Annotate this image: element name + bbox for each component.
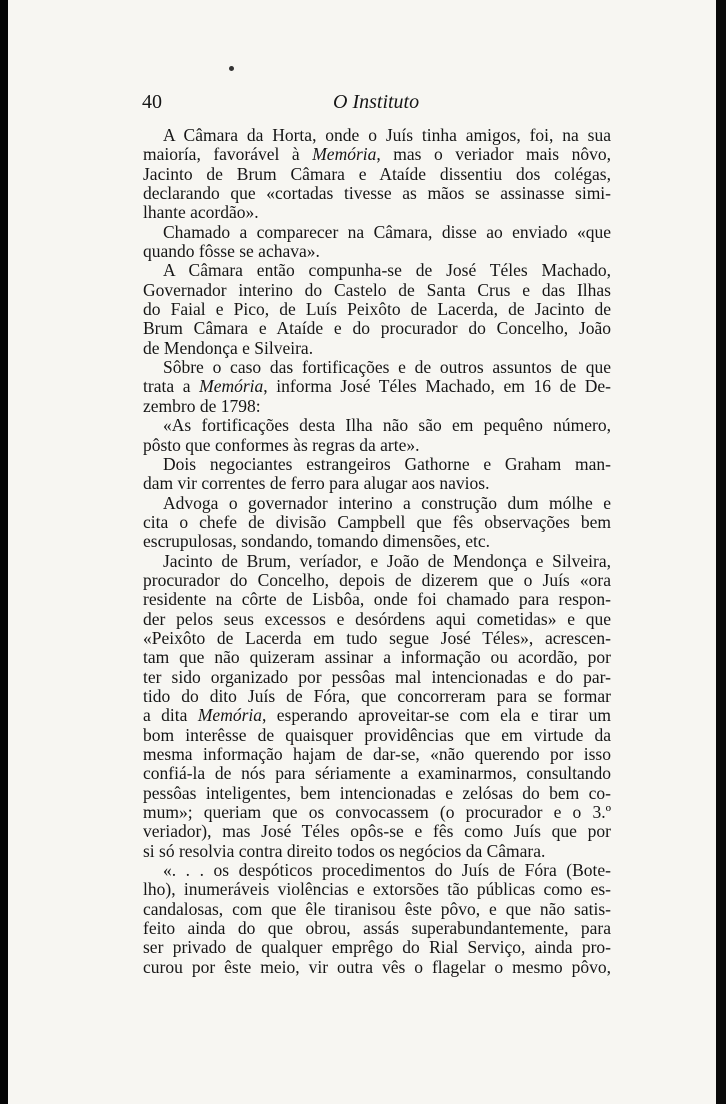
text-line: escrupulosas, sondando, tomando dimensões, etc. [143, 531, 491, 552]
text-line: A Câmara da Horta, onde o Juís tinha amigos, foi, na sua [163, 125, 611, 145]
page-number: 40 [142, 91, 162, 113]
text-line: Governador interino do Castelo de Santa Crus e das Ilhas [143, 279, 611, 300]
text-line: A Câmara então compunha-se de José Téles Machado, [163, 260, 611, 281]
text-line: dam vir correntes de ferro para alugar aos navios. [143, 473, 490, 494]
text-line: «. . . os despóticos procedimentos do Juís de Fóra (Bote- [163, 860, 611, 881]
text-line: Advoga o governador interino a construção dum mólhe e [163, 492, 611, 513]
text-line: Brum Câmara e Ataíde e do procurador do Concelho, João [143, 318, 611, 339]
text-line: bom interêsse de quaisquer providências que em virtude da [143, 724, 611, 745]
text-line: cita o chefe de divisão Campbell que fês observações bem [143, 511, 611, 532]
text-line: ter sido organizado por pessôas mal intencionadas e do par- [143, 666, 611, 687]
text-line: quando fôsse se achava». [143, 241, 320, 262]
text-line: der pelos seus excessos e desórdens aqui cometidas» e que [143, 608, 611, 629]
text-line: curou por êste meio, vir outra vês o flagelar o mesmo pôvo, [143, 956, 611, 977]
text-line: «Peixôto de Lacerda em tudo segue José Téles», acrescen- [143, 627, 611, 648]
text-line: mum»; queriam que os convocassem (o procurador e o 3.º [143, 802, 611, 823]
body-text [143, 126, 611, 977]
text-line: si só resolvia contra direito todos os negócios da Câmara. [143, 840, 546, 861]
text-line: candalosas, com que êle tiranisou êste pôvo, e que não satis- [143, 898, 611, 919]
text-line: residente na côrte de Lisbôa, onde foi chamado para respon- [143, 589, 611, 610]
ink-dot [229, 66, 234, 71]
text-line: zembro de 1798: [143, 395, 261, 416]
text-line: Chamado a comparecer na Câmara, disse ao enviado «que [163, 221, 611, 242]
text-line: procurador do Concelho, depois de dizerem que o Juís «ora [143, 569, 611, 590]
text-line: lhante acordão». [143, 202, 259, 223]
text-line: de Mendonça e Silveira. [143, 337, 314, 358]
text-line: confiá-la de nós para sériamente a examinarmos, consultando [143, 763, 611, 784]
scan-edge-left [0, 0, 8, 1104]
running-title: O Instituto [333, 91, 420, 113]
text-line: lho), inumeráveis violências e extorsões tão públicas como es- [143, 879, 611, 900]
text-line: «As fortificações desta Ilha não são em pequêno número, [163, 415, 611, 436]
text-line: trata a Memória, informa José Téles Machado, em 16 de De- [143, 376, 612, 397]
text-line: pessôas inteligentes, bem intencionadas e zelósas do bem co- [143, 782, 611, 803]
text-line: a dita Memória, esperando aproveitar-se com ela e tirar um [143, 705, 611, 726]
text-line: Sôbre o caso das fortificações e de outros assuntos de que [163, 357, 611, 378]
scan-edge-right [716, 0, 726, 1104]
text-line: do Faial e Pico, de Luís Peixôto de Lacerda, de Jacinto de [143, 299, 611, 320]
text-line: tam que não quizeram assinar a informação ou acordão, por [143, 647, 611, 668]
text-line: ser privado de qualquer emprêgo do Rial Serviço, ainda pro- [143, 937, 611, 958]
text-line: pôsto que conformes às regras da arte». [143, 434, 420, 455]
text-line: mesma informação hajam de dar-se, «não querendo por isso [143, 744, 611, 764]
text-line: tido do dito Juís de Fóra, que concorreram para se formar [143, 685, 611, 706]
text-line: veriador), mas José Téles opôs-se e fês como Juís que por [143, 821, 611, 842]
text-line: Jacinto de Brum, veríador, e João de Mendonça e Silveira, [163, 550, 611, 571]
text-line: Jacinto de Brum Câmara e Ataíde dissentiu dos colégas, [143, 163, 611, 184]
text-line: declarando que «cortadas tivesse as mãos se assinasse simi- [143, 183, 611, 204]
text-line: maioría, favorável à Memória, mas o veriador mais nôvo, [143, 144, 611, 165]
text-line: feito ainda do que obrou, assás superabundantemente, para [143, 918, 611, 939]
text-line: Dois negociantes estrangeiros Gathorne e Graham man- [163, 453, 611, 474]
